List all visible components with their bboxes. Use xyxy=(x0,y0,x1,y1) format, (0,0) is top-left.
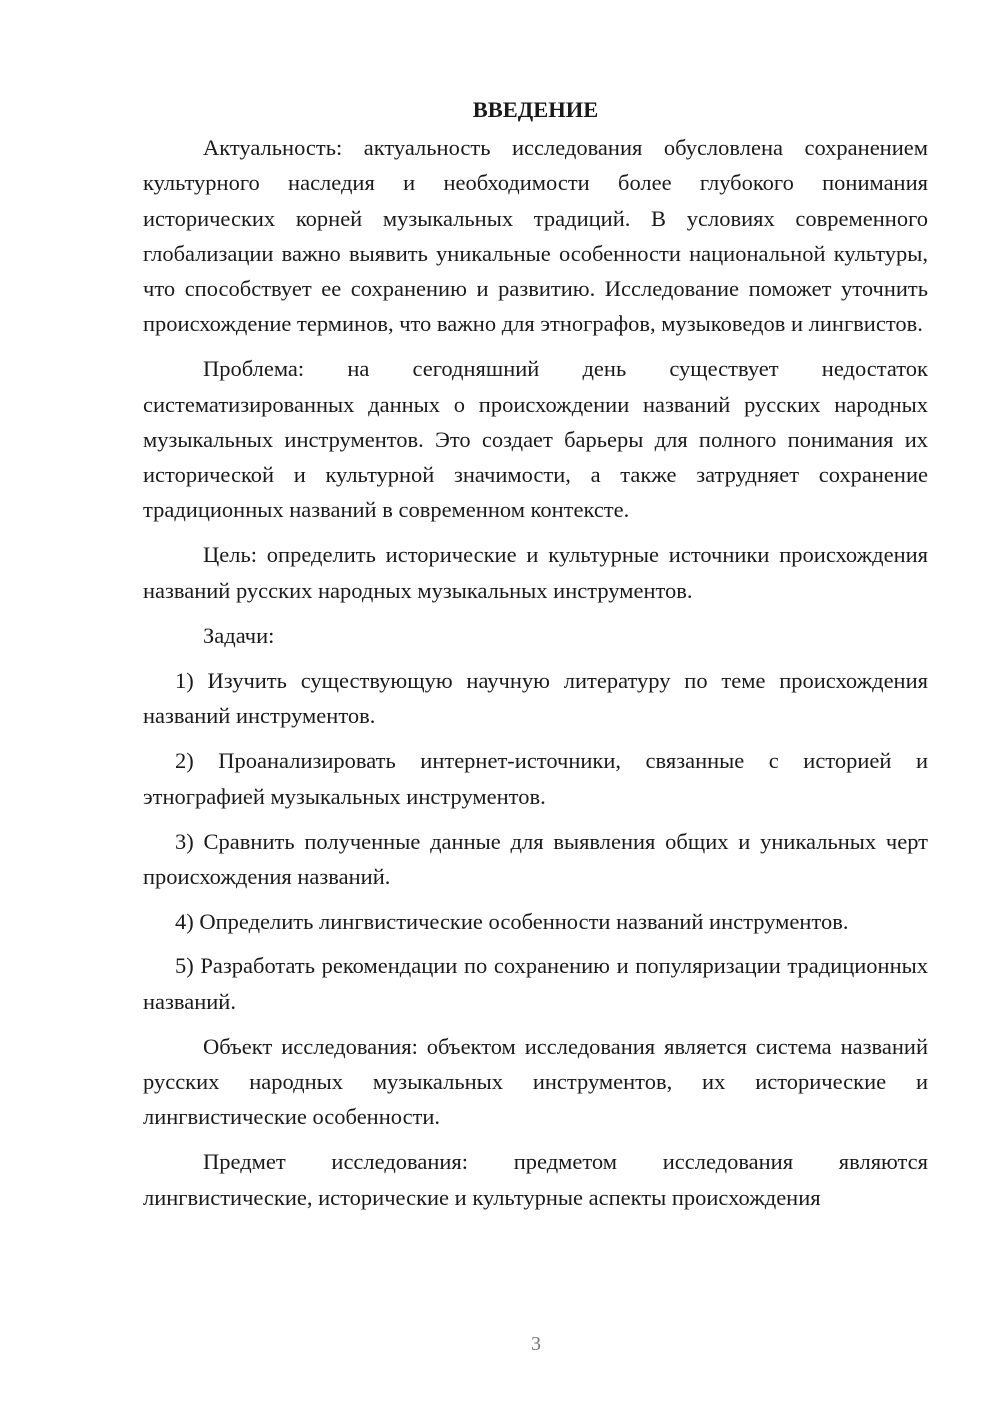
task-item-3: 3) Сравнить полученные данные для выявления общих и уникальных черт происхождения названий. xyxy=(143,828,928,890)
problem-paragraph: Проблема: на сегодняшний день существует недостаток систематизированных данных о происхождении названий русских народных музыкальных инструментов. Это создает барьеры для полного понимания их исторической и культурной значимости, а также затрудняет сохранение традиционных названий в современном контексте. xyxy=(143,356,928,523)
object-paragraph: Объект исследования: объектом исследования является система названий русских народных музыкальных инструментов, их исторические и лингвистические особенности. xyxy=(143,1033,928,1130)
task-item-1: 1) Изучить существующую научную литературу по теме происхождения названий инструментов. xyxy=(143,668,928,729)
task-item-5: 5) Разработать рекомендации по сохранению и популяризации традиционных названий. xyxy=(143,953,928,1014)
tasks-heading: Задачи: xyxy=(203,622,275,648)
task-item-4: 4) Определить лингвистические особенности названий инструментов. xyxy=(175,909,849,935)
goal-paragraph: Цель: определить исторические и культурные источники происхождения названий русских народных музыкальных инструментов. xyxy=(143,542,928,603)
task-item-2: 2) Проанализировать интернет-источники, связанные с историей и этнографией музыкальных инструментов. xyxy=(143,748,928,809)
page-number: 3 xyxy=(531,1333,541,1355)
subject-paragraph: Предмет исследования: предметом исследования являются лингвистические, исторические и культурные аспекты происхождения xyxy=(143,1149,928,1210)
section-title: ВВЕДЕНИЕ xyxy=(472,97,599,122)
relevance-paragraph: Актуальность: актуальность исследования обусловлена сохранением культурного наследия и необходимости более глубокого понимания исторических корней музыкальных традиций. В условиях современного глобализации важно выявить уникальные особенности национальной культуры, что способствует ее сохранению и развитию. Исследование поможет уточнить происхождение терминов, что важно для этнографов, музыковедов и лингвистов. xyxy=(143,135,928,337)
page-content xyxy=(143,92,928,1225)
